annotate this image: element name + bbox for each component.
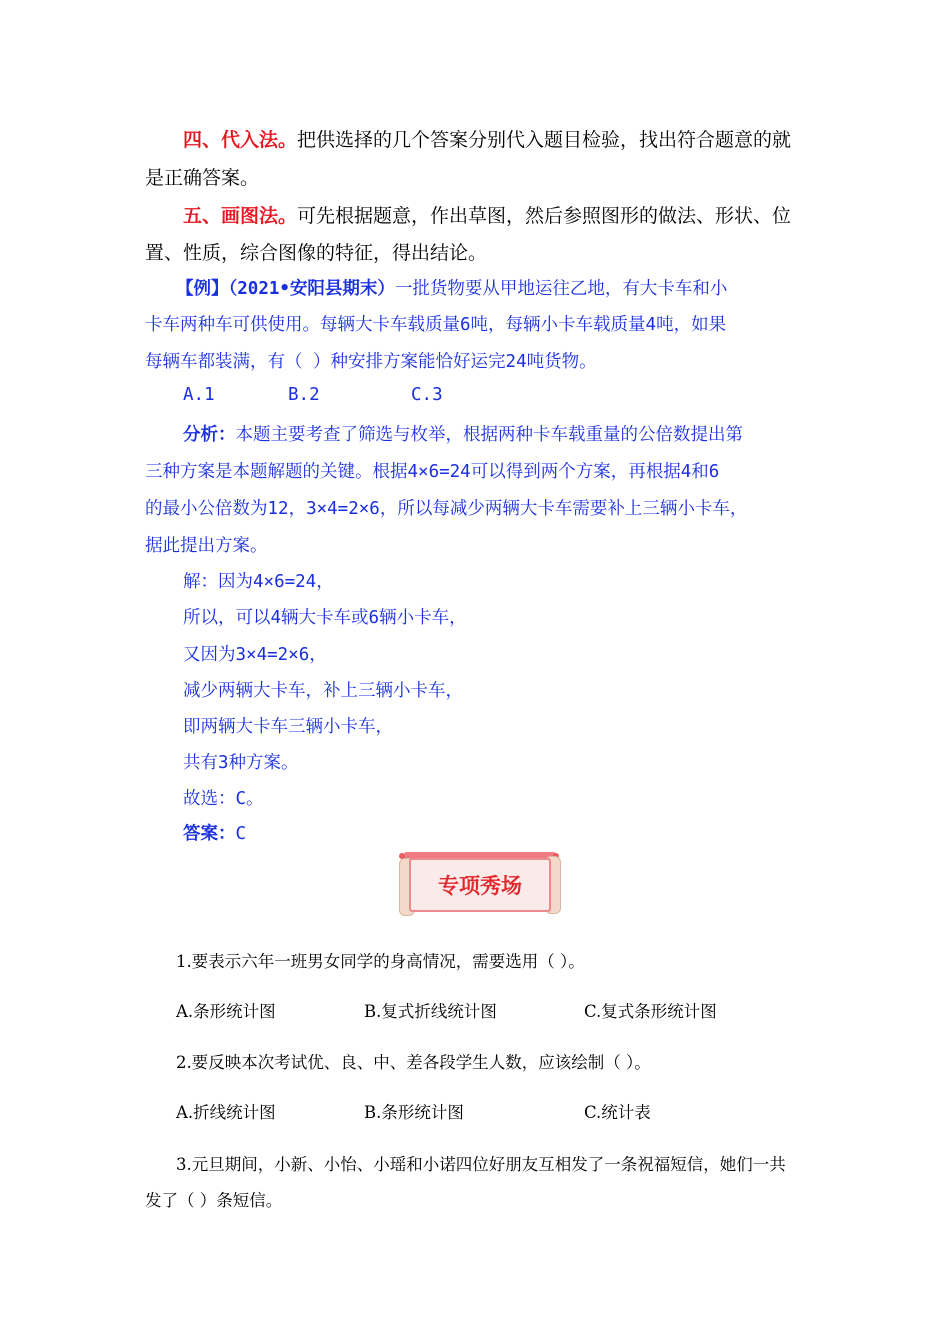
option-b: B.2 — [288, 385, 320, 405]
question-1-option-a: A.条形统计图 — [176, 1002, 276, 1021]
answer-value: C — [235, 824, 247, 844]
example-text-1: 一批货物要从甲地运往乙地，有大卡车和小 — [394, 279, 728, 299]
solution-line-6: 共有3种方案。 — [183, 753, 299, 773]
method-5-title: 五、画图法。 — [183, 205, 298, 227]
method-4-title: 四、代入法。 — [183, 129, 298, 151]
solution-line-7: 故选：C。 — [183, 789, 264, 809]
method-4-line-2: 是正确答案。 — [145, 167, 260, 189]
analysis-line-3: 的最小公倍数为12，3×4=2×6，所以每减少两辆大卡车需要补上三辆小卡车， — [145, 499, 748, 519]
analysis-line-2: 三种方案是本题解题的关键。根据4×6=24可以得到两个方案，再根据4和6 — [145, 462, 720, 482]
option-a: A.1 — [183, 385, 215, 405]
question-2-option-a: A.折线统计图 — [176, 1103, 276, 1122]
banner-paper — [409, 858, 551, 912]
example-line-1 — [176, 275, 836, 300]
analysis-label: 分析： — [183, 425, 236, 445]
method-4-line-1 — [183, 125, 843, 152]
answer-line — [183, 820, 843, 845]
solution-line-2: 所以，可以4辆大卡车或6辆小卡车， — [183, 608, 467, 628]
question-3-line-1: 3.元旦期间，小新、小怡、小瑶和小诺四位好朋友互相发了一条祝福短信，她们一共 — [176, 1155, 786, 1174]
example-line-3: 每辆车都装满，有（ ）种安排方案能恰好运完24吨货物。 — [145, 352, 597, 372]
solution-line-5: 即两辆大卡车三辆小卡车， — [183, 717, 393, 737]
question-1: 1.要表示六年一班男女同学的身高情况，需要选用（ ）。 — [176, 952, 585, 971]
solution-line-3: 又因为3×4=2×6， — [183, 645, 327, 665]
banner-title: 专项秀场 — [438, 874, 522, 898]
method-4-text: 把供选择的几个答案分别代入题目检验，找出符合题意的就 — [297, 129, 792, 151]
method-5-text: 可先根据题意，作出草图，然后参照图形的做法、形状、位 — [297, 205, 792, 227]
method-5-line-2: 置、性质，综合图像的特征，得出结论。 — [145, 242, 488, 264]
answer-label: 答案： — [183, 824, 236, 844]
question-2-option-b: B.条形统计图 — [364, 1103, 464, 1122]
question-2-option-c: C.统计表 — [584, 1103, 651, 1122]
analysis-line-4: 据此提出方案。 — [145, 536, 268, 556]
example-line-2: 卡车两种车可供使用。每辆大卡车载质量6吨，每辆小卡车载质量4吨，如果 — [145, 315, 727, 335]
section-banner — [395, 848, 563, 920]
question-1-option-b: B.复式折线统计图 — [364, 1002, 497, 1021]
example-tag: 【例】（2021•安阳县期末） — [176, 279, 395, 299]
method-5-line-1 — [183, 201, 843, 228]
question-2: 2.要反映本次考试优、良、中、差各段学生人数，应该绘制（ ）。 — [176, 1053, 651, 1072]
solution-line-4: 减少两辆大卡车，补上三辆小卡车， — [183, 681, 463, 701]
analysis-line-1 — [183, 421, 843, 446]
question-1-option-c: C.复式条形统计图 — [584, 1002, 717, 1021]
example-options — [183, 385, 843, 405]
option-c: C.3 — [411, 385, 443, 405]
question-3-line-2: 发了（ ）条短信。 — [145, 1191, 283, 1210]
analysis-text-1: 本题主要考查了筛选与枚举，根据两种卡车载重量的公倍数提出第 — [235, 425, 743, 445]
solution-line-1: 解：因为4×6=24， — [183, 572, 334, 592]
